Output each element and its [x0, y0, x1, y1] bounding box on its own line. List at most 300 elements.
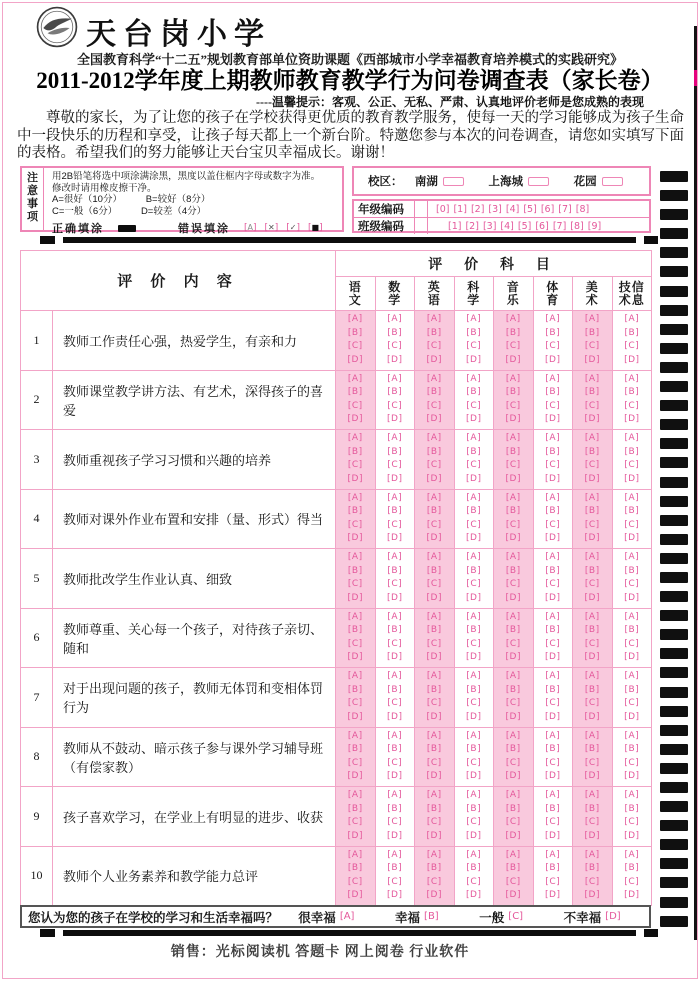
option-bubble[interactable]: [A] — [387, 730, 403, 741]
option-bubble[interactable]: [D] — [545, 890, 561, 901]
option-bubble[interactable]: [A] — [426, 373, 442, 384]
option-bubble[interactable]: [D] — [505, 711, 521, 722]
option-bubble[interactable]: [C] — [466, 400, 482, 411]
option-bubble[interactable]: [D] — [624, 652, 640, 663]
option-bubble[interactable]: [C] — [466, 638, 482, 649]
option-bubble[interactable]: [D] — [584, 830, 600, 841]
option-bubble[interactable]: [C] — [505, 817, 521, 828]
option-bubble[interactable]: [C] — [426, 817, 442, 828]
option-bubble[interactable]: [B] — [387, 506, 403, 517]
option-bubble[interactable]: [B] — [505, 387, 521, 398]
option-bubble[interactable]: [C] — [426, 876, 442, 887]
option-bubble[interactable]: [D] — [426, 354, 442, 365]
option-bubble[interactable]: [D] — [387, 473, 403, 484]
option-bubble[interactable]: [A] — [426, 433, 442, 444]
option-bubble[interactable]: [D] — [624, 473, 640, 484]
option-bubble[interactable]: [D] — [624, 592, 640, 603]
option-bubble[interactable]: [B] — [505, 625, 521, 636]
option-bubble[interactable]: [B] — [584, 684, 600, 695]
option-bubble[interactable]: [D] — [466, 711, 482, 722]
option-bubble[interactable]: [D] — [347, 830, 363, 841]
option-bubble[interactable]: [A] — [347, 849, 363, 860]
code-digit-bubble[interactable]: [5] — [517, 220, 532, 232]
campus-checkbox[interactable] — [602, 177, 623, 186]
option-bubble[interactable]: [B] — [466, 684, 482, 695]
option-bubble[interactable]: [D] — [426, 592, 442, 603]
code-digit-bubble[interactable]: [1] — [448, 220, 462, 232]
option-bubble[interactable]: [B] — [466, 387, 482, 398]
option-bubble[interactable]: [A] — [505, 373, 521, 384]
code-digit-bubble[interactable]: [7] — [558, 203, 572, 215]
option-bubble[interactable]: [C] — [624, 400, 640, 411]
option-bubble[interactable]: [B] — [624, 803, 640, 814]
option-bubble[interactable]: [B] — [466, 863, 482, 874]
option-bubble[interactable]: [B] — [426, 803, 442, 814]
option-bubble[interactable]: [C] — [387, 341, 403, 352]
code-fill-cell[interactable] — [414, 201, 428, 217]
option-bubble[interactable]: [C] — [624, 519, 640, 530]
option-bubble[interactable]: [A] — [347, 790, 363, 801]
option-bubble[interactable]: [C] — [545, 698, 561, 709]
option-bubble[interactable]: [B] — [545, 863, 561, 874]
option-bubble[interactable]: [A] — [624, 552, 640, 563]
option-bubble[interactable]: [D] — [545, 533, 561, 544]
option-bubble[interactable]: [A] — [426, 849, 442, 860]
option-bubble[interactable]: [B] — [347, 327, 363, 338]
code-digit-bubble[interactable]: [2] — [465, 220, 479, 232]
option-bubble[interactable]: [D] — [387, 354, 403, 365]
option-bubble[interactable]: [C] — [347, 341, 363, 352]
option-bubble[interactable]: [D] — [505, 533, 521, 544]
option-bubble[interactable]: [D] — [584, 890, 600, 901]
option-bubble[interactable]: [A] — [505, 314, 521, 325]
option-bubble[interactable]: [D] — [347, 354, 363, 365]
option-bubble[interactable]: [A] — [466, 314, 482, 325]
code-digit-bubble[interactable]: [8] — [575, 203, 590, 215]
option-bubble[interactable]: [B] — [466, 803, 482, 814]
option-bubble[interactable]: [A] — [387, 849, 403, 860]
code-digit-bubble[interactable]: [6] — [540, 203, 555, 215]
option-bubble[interactable]: [B] — [426, 387, 442, 398]
option-bubble[interactable]: [D] — [466, 890, 482, 901]
bottom-option-bubble[interactable]: [B] — [424, 911, 439, 922]
option-bubble[interactable]: [C] — [584, 757, 600, 768]
option-bubble[interactable]: [C] — [387, 460, 403, 471]
option-bubble[interactable]: [C] — [584, 460, 600, 471]
option-bubble[interactable]: [B] — [426, 684, 442, 695]
option-bubble[interactable]: [B] — [624, 625, 640, 636]
option-bubble[interactable]: [C] — [545, 341, 561, 352]
option-bubble[interactable]: [C] — [347, 698, 363, 709]
option-bubble[interactable]: [D] — [505, 652, 521, 663]
option-bubble[interactable]: [A] — [545, 552, 561, 563]
option-bubble[interactable]: [A] — [545, 314, 561, 325]
option-bubble[interactable]: [B] — [466, 625, 482, 636]
option-bubble[interactable]: [A] — [387, 790, 403, 801]
option-bubble[interactable]: [A] — [584, 849, 600, 860]
bottom-option-bubble[interactable]: [D] — [605, 911, 621, 922]
option-bubble[interactable]: [C] — [387, 817, 403, 828]
option-bubble[interactable]: [B] — [426, 327, 442, 338]
option-bubble[interactable]: [C] — [505, 341, 521, 352]
option-bubble[interactable]: [A] — [545, 492, 561, 503]
option-bubble[interactable]: [C] — [584, 638, 600, 649]
option-bubble[interactable]: [A] — [584, 671, 600, 682]
option-bubble[interactable]: [C] — [426, 698, 442, 709]
option-bubble[interactable]: [B] — [347, 744, 363, 755]
option-bubble[interactable]: [B] — [505, 506, 521, 517]
option-bubble[interactable]: [D] — [347, 711, 363, 722]
option-bubble[interactable]: [A] — [624, 314, 640, 325]
option-bubble[interactable]: [A] — [584, 314, 600, 325]
option-bubble[interactable]: [B] — [426, 744, 442, 755]
option-bubble[interactable]: [C] — [466, 757, 482, 768]
option-bubble[interactable]: [A] — [545, 730, 561, 741]
option-bubble[interactable]: [D] — [624, 771, 640, 782]
option-bubble[interactable]: [B] — [624, 863, 640, 874]
option-bubble[interactable]: [C] — [466, 519, 482, 530]
option-bubble[interactable]: [D] — [624, 414, 640, 425]
option-bubble[interactable]: [A] — [505, 433, 521, 444]
option-bubble[interactable]: [D] — [584, 414, 600, 425]
option-bubble[interactable]: [D] — [624, 711, 640, 722]
option-bubble[interactable]: [C] — [545, 876, 561, 887]
option-bubble[interactable]: [D] — [387, 414, 403, 425]
code-digit-bubble[interactable]: [1] — [453, 203, 467, 215]
option-bubble[interactable]: [D] — [387, 711, 403, 722]
option-bubble[interactable]: [B] — [505, 684, 521, 695]
option-bubble[interactable]: [D] — [505, 771, 521, 782]
option-bubble[interactable]: [A] — [584, 730, 600, 741]
option-bubble[interactable]: [A] — [584, 790, 600, 801]
option-bubble[interactable]: [A] — [426, 671, 442, 682]
option-bubble[interactable]: [A] — [347, 373, 363, 384]
option-bubble[interactable]: [B] — [466, 744, 482, 755]
option-bubble[interactable]: [C] — [584, 519, 600, 530]
option-bubble[interactable]: [B] — [387, 684, 403, 695]
option-bubble[interactable]: [A] — [505, 849, 521, 860]
option-bubble[interactable]: [B] — [584, 446, 600, 457]
option-bubble[interactable]: [A] — [545, 373, 561, 384]
option-bubble[interactable]: [A] — [387, 373, 403, 384]
option-bubble[interactable]: [D] — [466, 533, 482, 544]
option-bubble[interactable]: [D] — [426, 830, 442, 841]
option-bubble[interactable]: [A] — [466, 730, 482, 741]
option-bubble[interactable]: [D] — [584, 711, 600, 722]
option-bubble[interactable]: [D] — [505, 890, 521, 901]
option-bubble[interactable]: [A] — [584, 373, 600, 384]
option-bubble[interactable]: [B] — [624, 684, 640, 695]
option-bubble[interactable]: [C] — [426, 638, 442, 649]
option-bubble[interactable]: [D] — [584, 354, 600, 365]
option-bubble[interactable]: [B] — [545, 387, 561, 398]
option-bubble[interactable]: [C] — [426, 341, 442, 352]
option-bubble[interactable]: [B] — [347, 684, 363, 695]
option-bubble[interactable]: [D] — [545, 473, 561, 484]
option-bubble[interactable]: [A] — [584, 552, 600, 563]
option-bubble[interactable]: [D] — [387, 890, 403, 901]
option-bubble[interactable]: [D] — [466, 592, 482, 603]
option-bubble[interactable]: [B] — [387, 625, 403, 636]
option-bubble[interactable]: [B] — [347, 863, 363, 874]
option-bubble[interactable]: [A] — [387, 611, 403, 622]
option-bubble[interactable]: [D] — [387, 830, 403, 841]
option-bubble[interactable]: [C] — [584, 400, 600, 411]
option-bubble[interactable]: [D] — [545, 414, 561, 425]
option-bubble[interactable]: [C] — [624, 579, 640, 590]
option-bubble[interactable]: [D] — [584, 652, 600, 663]
option-bubble[interactable]: [C] — [426, 400, 442, 411]
option-bubble[interactable]: [B] — [584, 744, 600, 755]
option-bubble[interactable]: [A] — [624, 790, 640, 801]
option-bubble[interactable]: [D] — [426, 533, 442, 544]
option-bubble[interactable]: [D] — [545, 592, 561, 603]
option-bubble[interactable]: [C] — [426, 579, 442, 590]
option-bubble[interactable]: [B] — [426, 446, 442, 457]
option-bubble[interactable]: [C] — [505, 757, 521, 768]
option-bubble[interactable]: [A] — [387, 492, 403, 503]
option-bubble[interactable]: [B] — [387, 744, 403, 755]
option-bubble[interactable]: [C] — [347, 638, 363, 649]
option-bubble[interactable]: [C] — [426, 460, 442, 471]
option-bubble[interactable]: [B] — [624, 565, 640, 576]
option-bubble[interactable]: [D] — [387, 592, 403, 603]
option-bubble[interactable]: [B] — [584, 506, 600, 517]
option-bubble[interactable]: [D] — [545, 830, 561, 841]
option-bubble[interactable]: [B] — [505, 327, 521, 338]
option-bubble[interactable]: [D] — [624, 533, 640, 544]
option-bubble[interactable]: [A] — [426, 611, 442, 622]
option-bubble[interactable]: [A] — [624, 492, 640, 503]
option-bubble[interactable]: [D] — [466, 652, 482, 663]
option-bubble[interactable]: [A] — [347, 492, 363, 503]
option-bubble[interactable]: [B] — [584, 803, 600, 814]
option-bubble[interactable]: [B] — [545, 446, 561, 457]
option-bubble[interactable]: [D] — [347, 890, 363, 901]
option-bubble[interactable]: [B] — [387, 863, 403, 874]
option-bubble[interactable]: [C] — [505, 519, 521, 530]
option-bubble[interactable]: [C] — [584, 698, 600, 709]
option-bubble[interactable]: [D] — [584, 771, 600, 782]
option-bubble[interactable]: [A] — [387, 552, 403, 563]
option-bubble[interactable]: [A] — [426, 314, 442, 325]
option-bubble[interactable]: [B] — [426, 565, 442, 576]
option-bubble[interactable]: [C] — [505, 698, 521, 709]
code-digit-bubble[interactable]: [8] — [570, 220, 584, 232]
option-bubble[interactable]: [C] — [584, 876, 600, 887]
option-bubble[interactable]: [D] — [347, 771, 363, 782]
code-digit-bubble[interactable]: [6] — [535, 220, 549, 232]
option-bubble[interactable]: [C] — [545, 400, 561, 411]
option-bubble[interactable]: [C] — [387, 876, 403, 887]
option-bubble[interactable]: [A] — [347, 611, 363, 622]
option-bubble[interactable]: [B] — [545, 506, 561, 517]
option-bubble[interactable]: [B] — [505, 863, 521, 874]
option-bubble[interactable]: [A] — [505, 611, 521, 622]
option-bubble[interactable]: [C] — [466, 460, 482, 471]
option-bubble[interactable]: [A] — [624, 849, 640, 860]
option-bubble[interactable]: [C] — [466, 579, 482, 590]
option-bubble[interactable]: [A] — [624, 671, 640, 682]
code-digit-bubble[interactable]: [5] — [523, 203, 537, 215]
option-bubble[interactable]: [D] — [545, 354, 561, 365]
option-bubble[interactable]: [B] — [624, 327, 640, 338]
option-bubble[interactable]: [B] — [545, 625, 561, 636]
option-bubble[interactable]: [A] — [505, 492, 521, 503]
option-bubble[interactable]: [D] — [466, 830, 482, 841]
option-bubble[interactable]: [C] — [584, 817, 600, 828]
option-bubble[interactable]: [D] — [466, 414, 482, 425]
option-bubble[interactable]: [A] — [505, 552, 521, 563]
option-bubble[interactable]: [A] — [387, 671, 403, 682]
option-bubble[interactable]: [A] — [466, 849, 482, 860]
option-bubble[interactable]: [A] — [466, 433, 482, 444]
option-bubble[interactable]: [A] — [426, 730, 442, 741]
option-bubble[interactable]: [A] — [466, 552, 482, 563]
option-bubble[interactable]: [C] — [347, 579, 363, 590]
option-bubble[interactable]: [C] — [505, 400, 521, 411]
option-bubble[interactable]: [D] — [347, 473, 363, 484]
code-digit-bubble[interactable]: [3] — [482, 220, 497, 232]
option-bubble[interactable]: [C] — [505, 876, 521, 887]
code-digit-bubble[interactable]: [9] — [587, 220, 602, 232]
option-bubble[interactable]: [D] — [387, 533, 403, 544]
option-bubble[interactable]: [C] — [466, 341, 482, 352]
option-bubble[interactable]: [A] — [426, 790, 442, 801]
option-bubble[interactable]: [C] — [426, 519, 442, 530]
option-bubble[interactable]: [B] — [347, 506, 363, 517]
option-bubble[interactable]: [A] — [545, 433, 561, 444]
option-bubble[interactable]: [A] — [466, 790, 482, 801]
option-bubble[interactable]: [C] — [347, 460, 363, 471]
option-bubble[interactable]: [C] — [466, 698, 482, 709]
option-bubble[interactable]: [B] — [584, 327, 600, 338]
option-bubble[interactable]: [B] — [426, 863, 442, 874]
code-fill-cell[interactable] — [414, 218, 428, 234]
option-bubble[interactable]: [B] — [387, 387, 403, 398]
option-bubble[interactable]: [B] — [347, 565, 363, 576]
option-bubble[interactable]: [B] — [505, 446, 521, 457]
option-bubble[interactable]: [A] — [387, 314, 403, 325]
option-bubble[interactable]: [B] — [347, 387, 363, 398]
option-bubble[interactable]: [D] — [584, 473, 600, 484]
option-bubble[interactable]: [C] — [505, 579, 521, 590]
option-bubble[interactable]: [B] — [624, 506, 640, 517]
option-bubble[interactable]: [C] — [545, 519, 561, 530]
option-bubble[interactable]: [B] — [466, 565, 482, 576]
bottom-option-bubble[interactable]: [C] — [508, 911, 524, 922]
option-bubble[interactable]: [B] — [505, 744, 521, 755]
option-bubble[interactable]: [A] — [426, 552, 442, 563]
option-bubble[interactable]: [C] — [624, 757, 640, 768]
option-bubble[interactable]: [B] — [584, 387, 600, 398]
option-bubble[interactable]: [D] — [426, 652, 442, 663]
option-bubble[interactable]: [D] — [545, 652, 561, 663]
option-bubble[interactable]: [A] — [624, 373, 640, 384]
option-bubble[interactable]: [B] — [584, 863, 600, 874]
option-bubble[interactable]: [C] — [387, 519, 403, 530]
option-bubble[interactable]: [A] — [347, 552, 363, 563]
option-bubble[interactable]: [A] — [466, 671, 482, 682]
option-bubble[interactable]: [C] — [347, 817, 363, 828]
option-bubble[interactable]: [D] — [545, 711, 561, 722]
option-bubble[interactable]: [C] — [584, 341, 600, 352]
option-bubble[interactable]: [B] — [545, 565, 561, 576]
option-bubble[interactable]: [A] — [624, 730, 640, 741]
option-bubble[interactable]: [B] — [347, 446, 363, 457]
option-bubble[interactable]: [B] — [387, 446, 403, 457]
option-bubble[interactable]: [A] — [505, 790, 521, 801]
option-bubble[interactable]: [D] — [347, 414, 363, 425]
option-bubble[interactable]: [A] — [545, 849, 561, 860]
option-bubble[interactable]: [D] — [426, 771, 442, 782]
option-bubble[interactable]: [C] — [545, 579, 561, 590]
option-bubble[interactable]: [B] — [545, 803, 561, 814]
option-bubble[interactable]: [C] — [505, 460, 521, 471]
option-bubble[interactable]: [C] — [387, 638, 403, 649]
option-bubble[interactable]: [B] — [387, 565, 403, 576]
option-bubble[interactable]: [B] — [505, 803, 521, 814]
option-bubble[interactable]: [C] — [347, 757, 363, 768]
option-bubble[interactable]: [A] — [584, 433, 600, 444]
option-bubble[interactable]: [C] — [347, 400, 363, 411]
option-bubble[interactable]: [A] — [347, 671, 363, 682]
option-bubble[interactable]: [D] — [426, 890, 442, 901]
option-bubble[interactable]: [A] — [545, 671, 561, 682]
option-bubble[interactable]: [C] — [545, 757, 561, 768]
option-bubble[interactable]: [D] — [505, 592, 521, 603]
option-bubble[interactable]: [B] — [347, 803, 363, 814]
option-bubble[interactable]: [C] — [624, 460, 640, 471]
option-bubble[interactable]: [C] — [545, 460, 561, 471]
option-bubble[interactable]: [C] — [545, 638, 561, 649]
option-bubble[interactable]: [C] — [387, 579, 403, 590]
option-bubble[interactable]: [C] — [545, 817, 561, 828]
option-bubble[interactable]: [A] — [347, 433, 363, 444]
option-bubble[interactable]: [A] — [387, 433, 403, 444]
option-bubble[interactable]: [C] — [387, 400, 403, 411]
code-digit-bubble[interactable]: [4] — [505, 203, 520, 215]
option-bubble[interactable]: [C] — [387, 757, 403, 768]
option-bubble[interactable]: [D] — [347, 652, 363, 663]
option-bubble[interactable]: [A] — [466, 611, 482, 622]
option-bubble[interactable]: [B] — [545, 744, 561, 755]
option-bubble[interactable]: [A] — [545, 611, 561, 622]
option-bubble[interactable]: [D] — [584, 533, 600, 544]
option-bubble[interactable]: [A] — [545, 790, 561, 801]
bottom-option-bubble[interactable]: [A] — [339, 911, 355, 922]
option-bubble[interactable]: [D] — [466, 771, 482, 782]
option-bubble[interactable]: [D] — [624, 890, 640, 901]
option-bubble[interactable]: [D] — [347, 592, 363, 603]
option-bubble[interactable]: [B] — [347, 625, 363, 636]
option-bubble[interactable]: [D] — [624, 830, 640, 841]
option-bubble[interactable]: [D] — [505, 354, 521, 365]
option-bubble[interactable]: [D] — [347, 533, 363, 544]
code-digit-bubble[interactable]: [2] — [470, 203, 485, 215]
option-bubble[interactable]: [C] — [347, 876, 363, 887]
option-bubble[interactable]: [C] — [624, 698, 640, 709]
option-bubble[interactable]: [B] — [426, 625, 442, 636]
option-bubble[interactable]: [D] — [426, 414, 442, 425]
option-bubble[interactable]: [B] — [545, 327, 561, 338]
option-bubble[interactable]: [D] — [466, 354, 482, 365]
option-bubble[interactable]: [C] — [624, 817, 640, 828]
option-bubble[interactable]: [C] — [387, 698, 403, 709]
option-bubble[interactable]: [D] — [624, 354, 640, 365]
option-bubble[interactable]: [D] — [505, 414, 521, 425]
option-bubble[interactable]: [D] — [387, 652, 403, 663]
